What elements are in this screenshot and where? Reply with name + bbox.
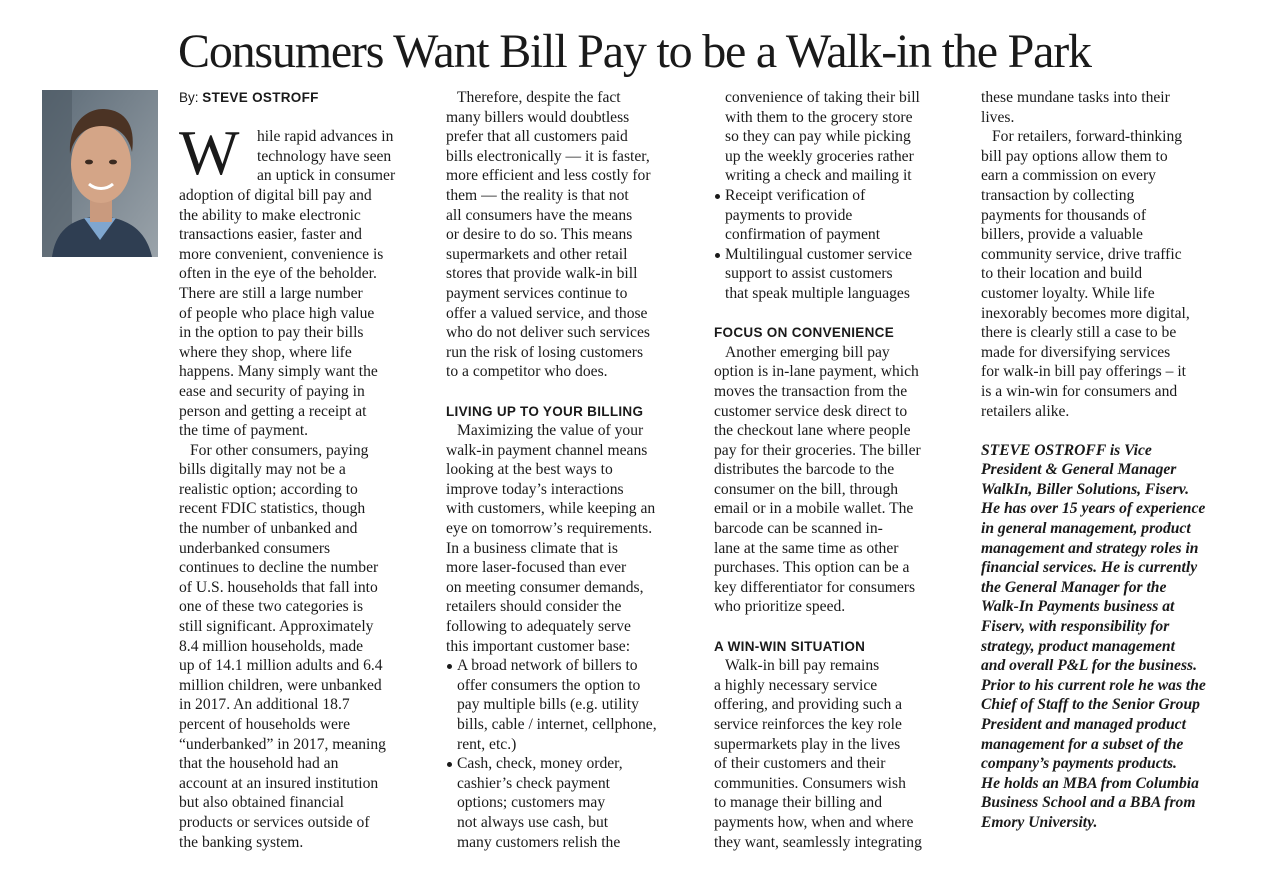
text-line: email or in a mobile wallet. The xyxy=(714,500,914,518)
text-line: a highly necessary service xyxy=(714,676,878,694)
text-line: payments how, when and where xyxy=(714,813,914,831)
text-line: Walk-In Payments business at xyxy=(981,598,1175,616)
text-line: purchases. This option can be a xyxy=(714,559,910,577)
text-line: more laser-focused than ever xyxy=(446,559,627,577)
byline-author: STEVE OSTROFF xyxy=(202,90,319,105)
text-line: convenience of taking their bill xyxy=(725,89,920,106)
text-line: the number of unbanked and xyxy=(179,520,358,538)
text-line: In a business climate that is xyxy=(446,539,618,557)
paragraph xyxy=(179,441,429,852)
text-line: continues to decline the number xyxy=(179,559,379,577)
text-line: made for diversifying services xyxy=(981,343,1171,361)
text-line: of U.S. households that fall into xyxy=(179,578,378,596)
bullet-continuation xyxy=(714,88,964,186)
text-line: so they can pay while picking xyxy=(725,128,911,146)
text-line: often in the eye of the beholder. xyxy=(179,265,377,283)
paragraph xyxy=(446,421,696,656)
author-portrait-icon xyxy=(42,90,158,257)
text-line: that the household had an xyxy=(179,755,339,773)
text-line: retailers alike. xyxy=(981,402,1070,420)
text-line: Prior to his current role he was the xyxy=(981,676,1206,694)
text-line: an uptick in consumer xyxy=(257,167,396,185)
text-line: 8.4 million households, made xyxy=(179,637,364,655)
text-line: still significant. Approximately xyxy=(179,618,374,636)
text-line: more convenient, convenience is xyxy=(179,245,384,263)
text-line: Walk-in bill pay remains xyxy=(725,657,880,675)
text-line: financial services. He is currently xyxy=(981,559,1198,577)
text-line: one of these two categories is xyxy=(179,598,364,616)
text-line: retailers should consider the xyxy=(446,598,622,616)
text-line: more efficient and less costly for xyxy=(446,167,651,185)
text-line: where they shop, where life xyxy=(179,343,352,361)
column-4 xyxy=(981,88,1231,878)
text-line: stores that provide walk-in bill xyxy=(446,265,638,283)
text-line: distributes the barcode to the xyxy=(714,461,895,479)
text-line: many customers relish the xyxy=(457,833,621,851)
text-line: bills digitally may not be a xyxy=(179,461,346,479)
text-line: them — the reality is that not xyxy=(446,186,629,204)
text-line: walk-in payment channel means xyxy=(446,441,648,459)
text-line: support to assist customers xyxy=(725,265,893,283)
text-line: eye on tomorrow’s requirements. xyxy=(446,520,653,538)
text-line: customer loyalty. While life xyxy=(981,284,1155,302)
column-3 xyxy=(714,88,964,878)
text-line: up of 14.1 million adults and 6.4 xyxy=(179,657,383,675)
text-line: the General Manager for the xyxy=(981,578,1167,596)
text-line: community service, drive traffic xyxy=(981,245,1182,263)
text-line: the banking system. xyxy=(179,833,304,851)
headline: Consumers Want Bill Pay to be a Walk-in the Park xyxy=(178,25,1091,78)
bullet-list xyxy=(446,656,696,852)
subhead-living-up: LIVING UP TO YOUR BILLING xyxy=(446,403,644,419)
text-line: “underbanked” in 2017, meaning xyxy=(179,735,386,753)
text-line: STEVE OSTROFF is Vice xyxy=(981,441,1152,459)
text-line: Therefore, despite the fact xyxy=(457,89,621,106)
text-line: account at an insured institution xyxy=(179,774,379,792)
text-line: to manage their billing and xyxy=(714,794,883,812)
text-line: this important customer base: xyxy=(446,637,631,655)
text-line: communities. Consumers wish xyxy=(714,774,906,792)
text-line: option is in-lane payment, which xyxy=(714,363,919,381)
text-line: looking at the best ways to xyxy=(446,461,613,479)
text-line: For retailers, forward-thinking xyxy=(992,128,1183,146)
text-line: underbanked consumers xyxy=(179,539,331,557)
text-line: percent of households were xyxy=(179,716,351,733)
bullet-item: Receipt verification of xyxy=(714,186,964,206)
text-line: of their customers and their xyxy=(714,755,886,773)
text-line: transactions easier, faster and xyxy=(179,226,362,244)
text-line: and overall P&L for the business. xyxy=(981,657,1198,675)
text-line: happens. Many simply want the xyxy=(179,363,378,381)
text-line: He has over 15 years of experience xyxy=(981,500,1206,518)
text-line: moves the transaction from the xyxy=(714,382,908,400)
bullet-item: Cash, check, money order, xyxy=(446,754,696,774)
text-line: Emory University. xyxy=(981,813,1098,831)
text-line: is a win-win for consumers and xyxy=(981,382,1178,400)
text-line: Maximizing the value of your xyxy=(457,422,644,440)
text-line: the checkout lane where people xyxy=(714,422,911,440)
text-line: hile rapid advances in xyxy=(257,128,394,146)
text-line: service reinforces the key role xyxy=(714,716,902,733)
text-line: rent, etc.) xyxy=(457,735,517,753)
text-line: who do not deliver such services xyxy=(446,324,650,342)
text-line: President & General Manager xyxy=(981,461,1177,479)
paragraph-continuation xyxy=(981,88,1231,127)
text-line: Business School and a BBA from xyxy=(981,794,1196,812)
text-line: company’s payments products. xyxy=(981,755,1177,773)
author-photo xyxy=(42,90,158,257)
text-line: for walk-in bill pay offerings – it xyxy=(981,363,1186,381)
text-line: ease and security of paying in xyxy=(179,382,365,400)
text-line: offer a valued service, and those xyxy=(446,304,648,322)
text-line: bills, cable / internet, cellphone, xyxy=(457,716,657,733)
byline-prefix: By: xyxy=(179,90,199,105)
paragraph xyxy=(981,127,1231,421)
text-line: to their location and build xyxy=(981,265,1143,283)
text-line: there is clearly still a case to be xyxy=(981,324,1177,342)
text-line: supermarkets play in the lives xyxy=(714,735,901,753)
text-line: these mundane tasks into their xyxy=(981,89,1170,106)
drop-cap: W xyxy=(179,117,240,189)
bullet-list xyxy=(714,186,964,304)
text-line: person and getting a receipt at xyxy=(179,402,367,420)
paragraph xyxy=(446,88,696,382)
text-line: on meeting consumer demands, xyxy=(446,578,644,596)
text-line: There are still a large number xyxy=(179,284,363,302)
text-line: For other consumers, paying xyxy=(190,441,369,459)
text-line: that speak multiple languages xyxy=(725,284,910,302)
text-line: WalkIn, Biller Solutions, Fiserv. xyxy=(981,480,1189,498)
text-line: the ability to make electronic xyxy=(179,206,361,224)
bullet-item: Multilingual customer service xyxy=(714,245,964,265)
text-line: bills electronically — it is faster, xyxy=(446,147,650,165)
text-line: or desire to do so. This means xyxy=(446,226,633,244)
text-line: the time of payment. xyxy=(179,422,309,440)
text-line: key differentiator for consumers xyxy=(714,578,916,596)
text-line: Another emerging bill pay xyxy=(725,343,890,361)
text-line: technology have seen xyxy=(257,147,392,165)
text-line: strategy, product management xyxy=(981,637,1175,655)
text-line: not always use cash, but xyxy=(457,813,609,831)
text-line: customer service desk direct to xyxy=(714,402,908,420)
text-line: in 2017. An additional 18.7 xyxy=(179,696,350,714)
paragraph xyxy=(714,656,964,852)
text-line: offer consumers the option to xyxy=(457,676,641,694)
text-line: President and managed product xyxy=(981,716,1186,733)
text-line: who prioritize speed. xyxy=(714,598,846,616)
column-2 xyxy=(446,88,696,878)
text-line: lives. xyxy=(981,108,1015,126)
text-line: in general management, product xyxy=(981,520,1191,538)
byline xyxy=(179,88,429,108)
text-line: recent FDIC statistics, though xyxy=(179,500,366,518)
text-line: they want, seamlessly integrating xyxy=(714,833,922,851)
text-line: improve today’s interactions xyxy=(446,480,624,498)
text-line: in the option to pay their bills xyxy=(179,324,364,342)
text-line: products or services outside of xyxy=(179,813,370,831)
subhead-win-win: A WIN-WIN SITUATION xyxy=(714,638,866,654)
text-line: with them to the grocery store xyxy=(725,108,913,126)
text-line: cashier’s check payment xyxy=(457,774,610,792)
text-line: options; customers may xyxy=(457,794,606,812)
bullet-item: A broad network of billers to xyxy=(446,656,696,676)
text-line: Fiserv, with responsibility for xyxy=(981,618,1170,636)
text-line: with customers, while keeping an xyxy=(446,500,656,518)
text-line: realistic option; according to xyxy=(179,480,358,498)
text-line: earn a commission on every xyxy=(981,167,1156,185)
text-line: offering, and providing such a xyxy=(714,696,903,714)
text-line: lane at the same time as other xyxy=(714,539,899,557)
text-line: barcode can be scanned in- xyxy=(714,520,883,538)
text-line: He holds an MBA from Columbia xyxy=(981,774,1199,792)
text-line: of people who place high value xyxy=(179,304,375,322)
text-line: transaction by collecting xyxy=(981,186,1135,204)
intro-paragraph xyxy=(179,117,429,441)
text-line: run the risk of losing customers xyxy=(446,343,644,361)
text-line: Chief of Staff to the Senior Group xyxy=(981,696,1200,714)
text-line: pay multiple bills (e.g. utility xyxy=(457,696,639,714)
column-1 xyxy=(179,88,429,878)
paragraph xyxy=(714,343,964,617)
text-line: inexorably becomes more digital, xyxy=(981,304,1190,322)
text-line: supermarkets and other retail xyxy=(446,245,628,263)
subhead-focus-on-convenience: FOCUS ON CONVENIENCE xyxy=(714,325,895,341)
text-line: payment services continue to xyxy=(446,284,628,302)
text-line: to a competitor who does. xyxy=(446,363,608,381)
text-line: prefer that all customers paid xyxy=(446,128,628,146)
text-line: bill pay options allow them to xyxy=(981,147,1168,165)
text-line: consumer on the bill, through xyxy=(714,480,899,498)
text-line: following to adequately serve xyxy=(446,618,631,636)
text-line: billers, provide a valuable xyxy=(981,226,1143,244)
text-line: up the weekly groceries rather xyxy=(725,147,914,165)
text-line: management and strategy roles in xyxy=(981,539,1199,557)
text-line: many billers would doubtless xyxy=(446,108,630,126)
text-line: management for a subset of the xyxy=(981,735,1184,753)
text-line: adoption of digital bill pay and xyxy=(179,186,372,204)
text-line: but also obtained financial xyxy=(179,794,344,812)
text-line: payments to provide xyxy=(725,206,853,224)
text-line: pay for their groceries. The biller xyxy=(714,441,921,459)
text-line: payments for thousands of xyxy=(981,206,1147,224)
text-line: all consumers have the means xyxy=(446,206,633,224)
text-line: writing a check and mailing it xyxy=(725,167,912,185)
text-line: million children, were unbanked xyxy=(179,676,382,694)
author-bio xyxy=(981,441,1231,833)
text-line: confirmation of payment xyxy=(725,226,881,244)
